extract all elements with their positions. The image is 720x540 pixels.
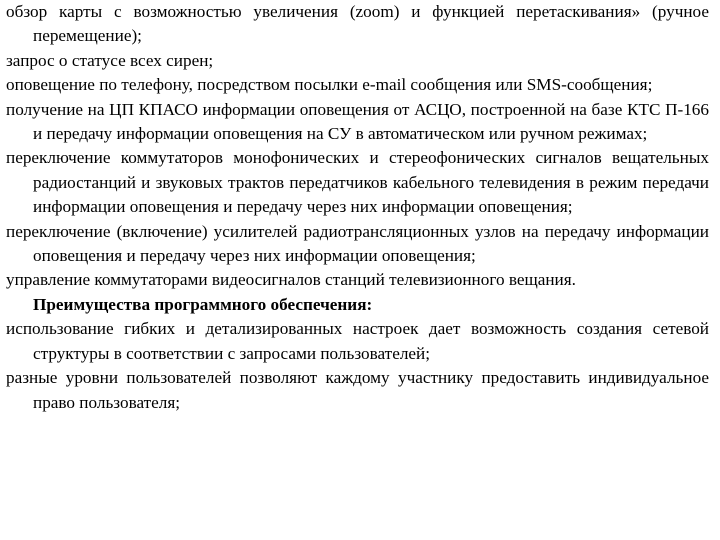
- list-item-video-commutators: управление коммутаторами видеосигналов станций телевизионного вещания.: [6, 270, 576, 290]
- section-heading-advantages: Преимущества программного обеспечения:: [33, 294, 373, 314]
- list-item-flexible-settings: использование гибких и детализированных настроек дает возможность создания сетевой структуры в соответствии с запросами пользователей;: [6, 319, 709, 363]
- list-item-map-zoom: обзор карты с возможностью увеличения (zoom) и функцией перетаскивания» (ручное перемещение);: [6, 2, 709, 46]
- list-item-switch-amplifiers: переключение (включение) усилителей радиотрансляционных узлов на передачу информации оповещения и передачу через них информации оповещения;: [6, 221, 709, 266]
- list-item-receive-info: получение на ЦП КПАСО информации оповещения от АСЦО, построенной на базе КТС П-166 и передачу информации оповещения на СУ в автоматическом или ручном режимах;: [6, 99, 709, 144]
- list-item-siren-status: запрос о статусе всех сирен;: [6, 50, 214, 70]
- list-item-user-levels: разные уровни пользователей позволяют каждому участнику предоставить индивидуальное право пользователя;: [6, 368, 709, 412]
- list-item-phone-alert: оповещение по телефону, посредством посылки e-mail сообщения или SMS-сообщения;: [6, 75, 653, 95]
- list-item-switch-commutators: переключение коммутаторов монофонических и стереофонических сигналов вещательных радиостанций и звуковых трактов передатчиков кабельного телевидения в режим передачи информации оповещения и передачу через них информации оповещения;: [6, 148, 709, 217]
